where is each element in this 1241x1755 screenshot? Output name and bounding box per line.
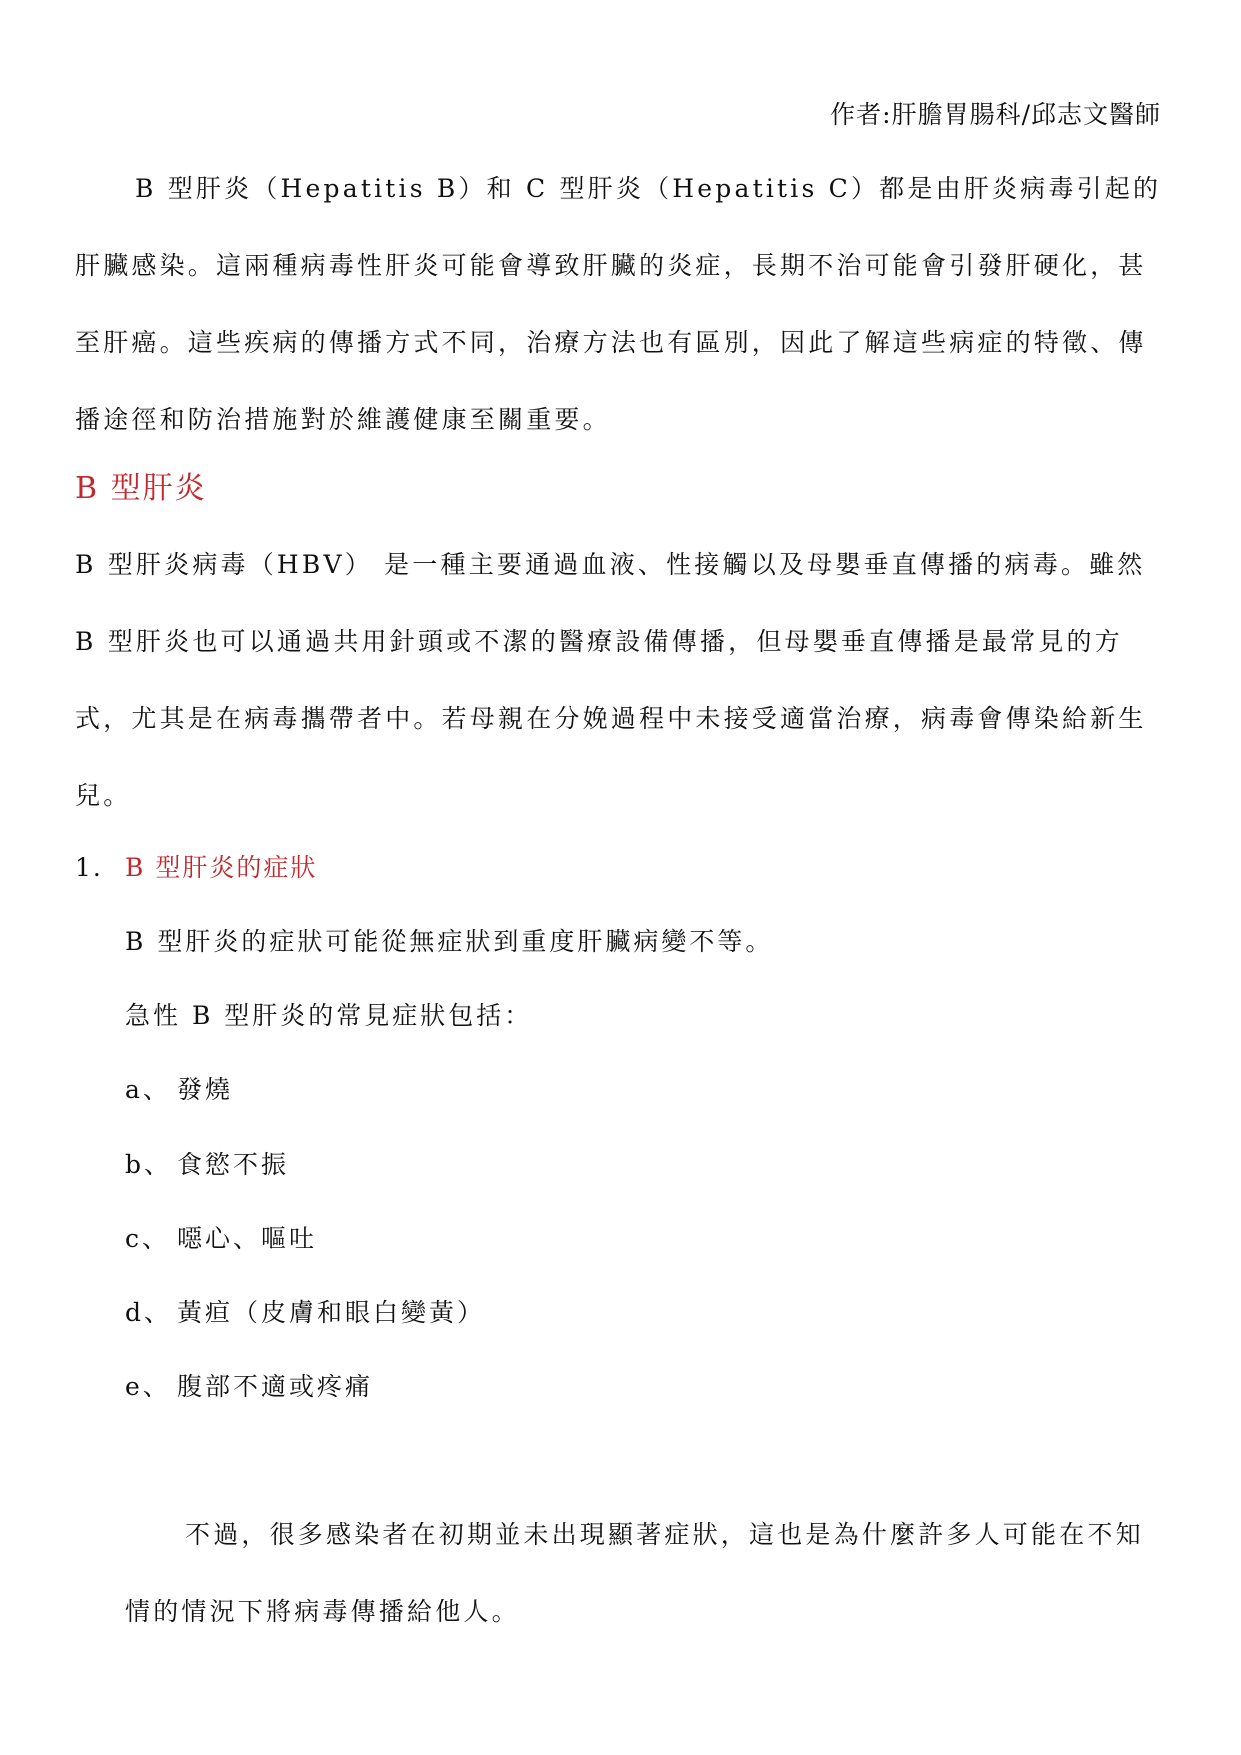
list-marker: a、 <box>125 1075 171 1104</box>
subsection-heading <box>75 848 317 884</box>
list-marker: e、 <box>125 1372 171 1401</box>
intro-paragraph: B 型肝炎（Hepatitis B）和 C 型肝炎（Hepatitis C）都是由肝炎病毒引起的肝臟感染。這兩種病毒性肝炎可能會導致肝臟的炎症，長期不治可能會引發肝硬化，甚至肝癌。這些疾病的傳播方式不同，治療方法也有區別，因此了解這些病症的特徵、傳播途徑和防治措施對於維護健康至關重要。 <box>75 174 1162 434</box>
list-item <box>125 1367 373 1403</box>
section-title: B 型肝炎 <box>75 471 207 506</box>
subsection-title: B 型肝炎的症狀 <box>125 853 318 882</box>
closing-paragraph: 不過，很多感染者在初期並未出現顯著症狀，這也是為什麼許多人可能在不知情的情況下將病毒傳播給他人。 <box>125 1520 1144 1626</box>
subsection-number: 1. <box>75 853 103 882</box>
author-line: 作者:肝膽胃腸科/邱志文醫師 <box>830 100 1161 129</box>
list-marker: b、 <box>125 1150 173 1179</box>
list-item <box>125 1293 485 1329</box>
list-item-text: 食慾不振 <box>177 1150 290 1179</box>
list-item-text: 腹部不適或疼痛 <box>177 1372 374 1401</box>
list-item-text: 黃疸（皮膚和眼白變黃） <box>177 1298 486 1327</box>
list-item <box>125 1070 233 1106</box>
symptom-intro: B 型肝炎的症狀可能從無症狀到重度肝臟病變不等。 <box>125 927 774 956</box>
list-item-text: 噁心、嘔吐 <box>177 1224 318 1253</box>
acute-symptom-intro: 急性 B 型肝炎的常見症狀包括： <box>125 1001 533 1030</box>
list-marker: c、 <box>125 1224 171 1253</box>
list-item <box>125 1145 289 1181</box>
list-item <box>125 1219 317 1255</box>
hbv-paragraph: B 型肝炎病毒（HBV） 是一種主要通過血液、性接觸以及母嬰垂直傳播的病毒。雖然 B 型肝炎也可以通過共用針頭或不潔的醫療設備傳播，但母嬰垂直傳播是最常見的方式，尤其是在病毒攜帶者中。若母親在分娩過程中未接受適當治療，病毒會傳染給新生兒。 <box>75 550 1147 810</box>
list-item-text: 發燒 <box>177 1075 234 1104</box>
list-marker: d、 <box>125 1298 173 1327</box>
